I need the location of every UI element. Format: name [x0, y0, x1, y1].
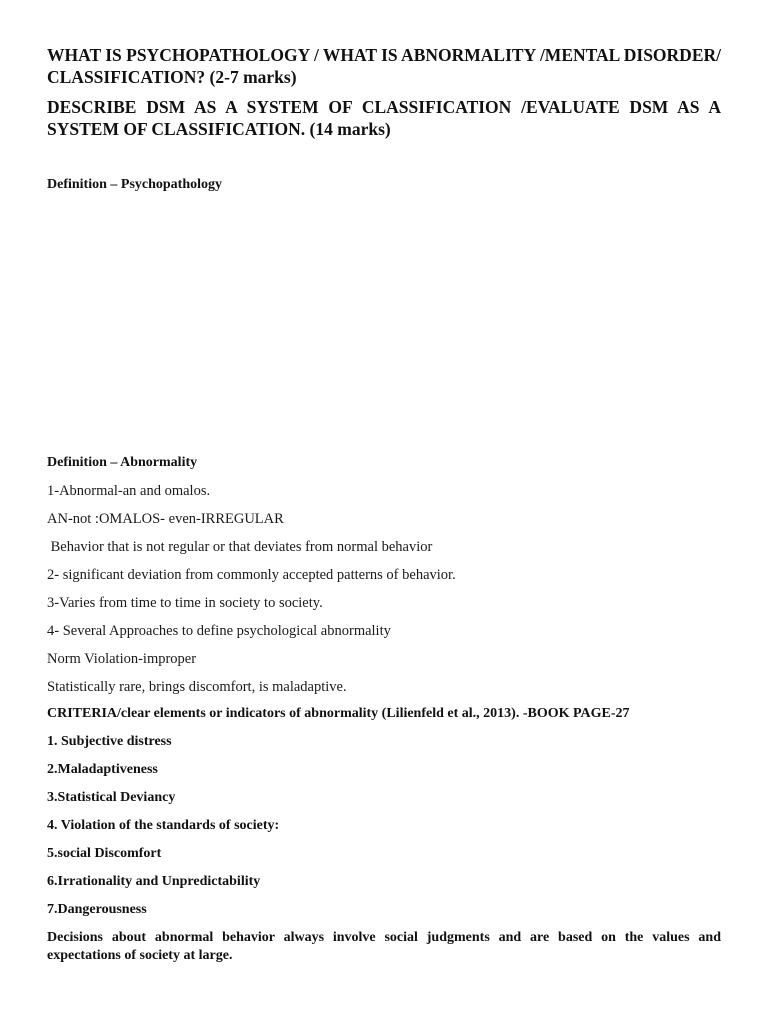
abnormality-line: 4- Several Approaches to define psychological abnormality: [47, 623, 391, 639]
abnormality-line: Statistically rare, brings discomfort, is maladaptive.: [47, 679, 347, 695]
criteria-item: 3.Statistical Deviancy: [47, 790, 176, 805]
criteria-item: 4. Violation of the standards of society:: [47, 818, 280, 833]
abnormality-line: 1-Abnormal-an and omalos.: [47, 483, 211, 499]
heading-dsm-question: DESCRIBE DSM AS A SYSTEM OF CLASSIFICATION /EVALUATE DSM AS A SYSTEM OF CLASSIFICATION. (14 marks): [47, 97, 721, 139]
section-title-psychopathology: Definition – Psychopathology: [47, 177, 223, 192]
criteria-item: 5.social Discomfort: [47, 846, 162, 861]
criteria-title: CRITERIA/clear elements or indicators of abnormality (Lilienfeld et al., 2013). -BOOK PAGE-27: [47, 706, 630, 721]
abnormality-line: AN-not :OMALOS- even-IRREGULAR: [47, 511, 284, 527]
abnormality-line: 2- significant deviation from commonly accepted patterns of behavior.: [47, 567, 456, 583]
heading-psychopathology-question: WHAT IS PSYCHOPATHOLOGY / WHAT IS ABNORMALITY /MENTAL DISORDER/ CLASSIFICATION? (2-7 marks): [47, 45, 721, 87]
criteria-item: 1. Subjective distress: [47, 734, 172, 749]
section-title-abnormality: Definition – Abnormality: [47, 455, 198, 470]
abnormality-line: Behavior that is not regular or that deviates from normal behavior: [47, 539, 433, 555]
criteria-item: 2.Maladaptiveness: [47, 762, 158, 777]
criteria-item: 6.Irrationality and Unpredictability: [47, 874, 261, 889]
criteria-item: 7.Dangerousness: [47, 902, 147, 917]
closing-paragraph: Decisions about abnormal behavior always involve social judgments and are based on the values and expectations of society at large.: [47, 930, 721, 963]
abnormality-line: Norm Violation-improper: [47, 651, 197, 667]
abnormality-line: 3-Varies from time to time in society to society.: [47, 595, 323, 611]
